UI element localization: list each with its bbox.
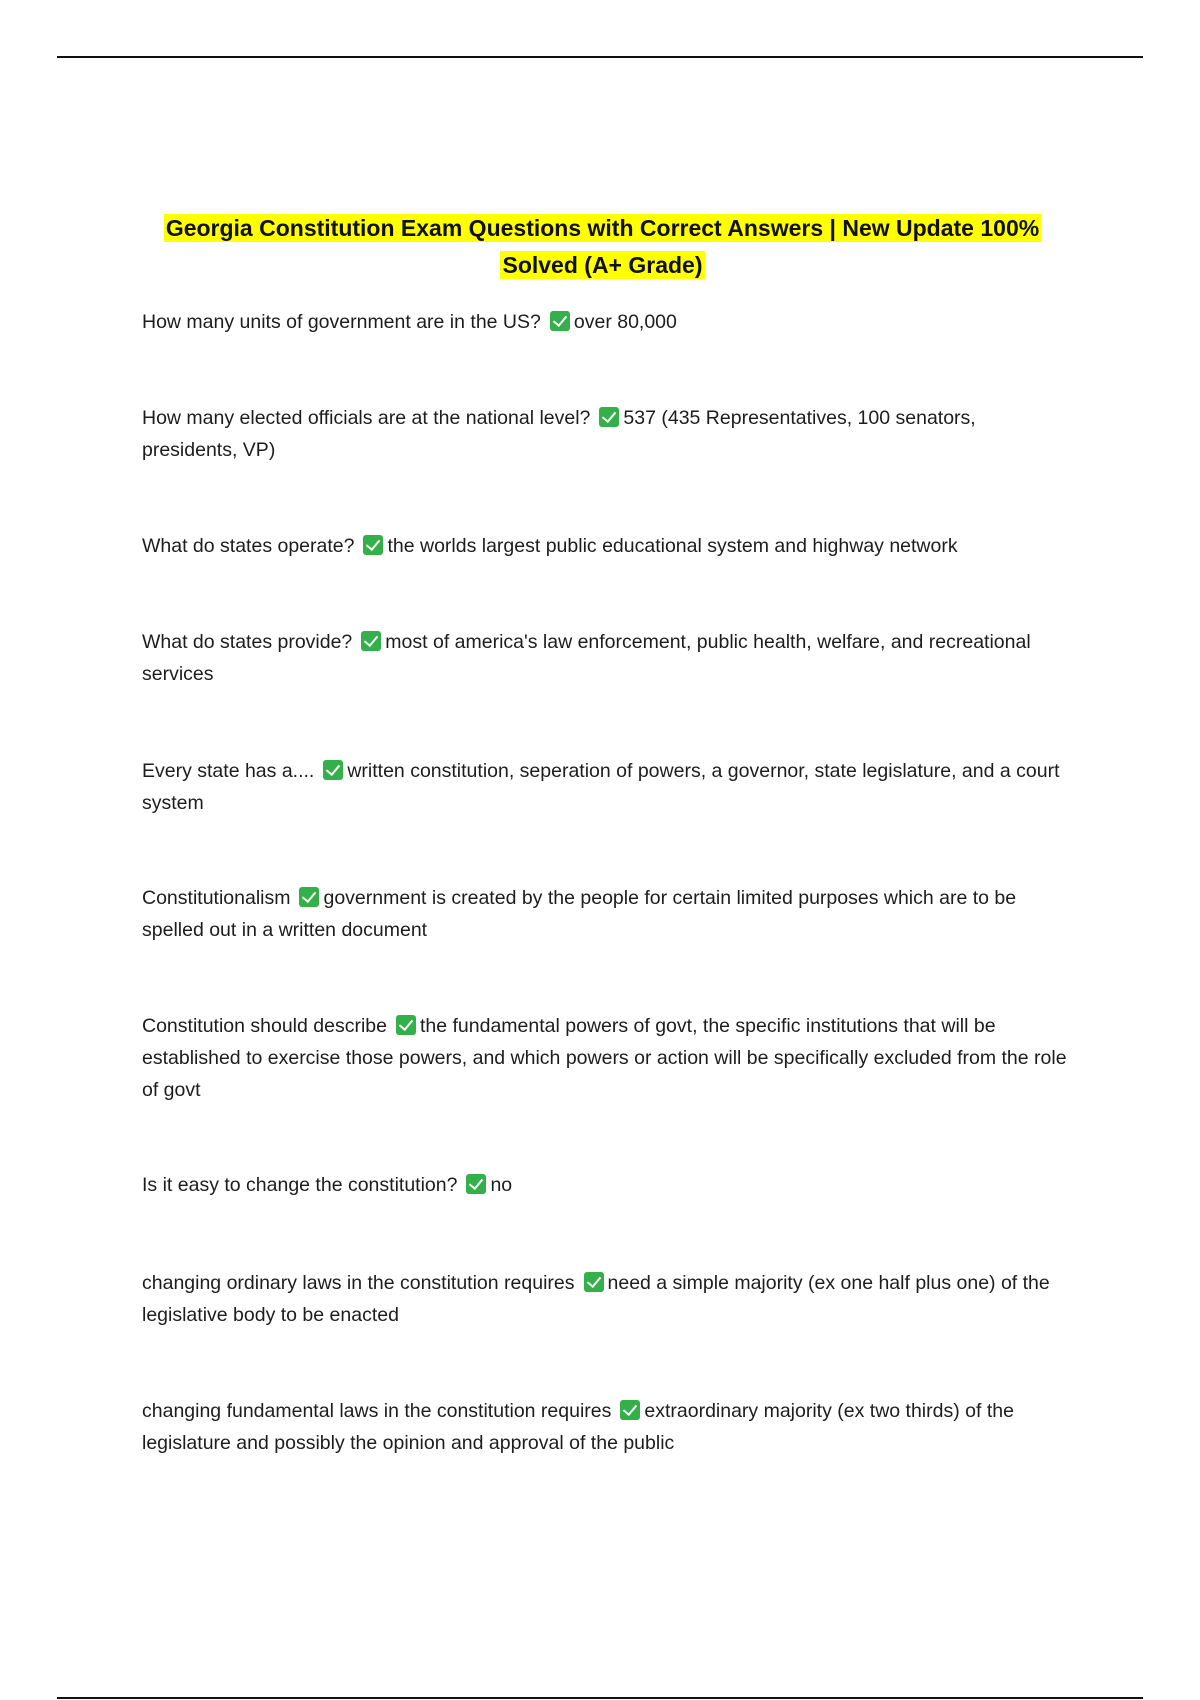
question-text: What do states provide? — [142, 631, 353, 653]
qa-item — [142, 1395, 1067, 1459]
question-text: Every state has a.... — [142, 760, 315, 782]
answer-text: the worlds largest public educational system and highway network — [387, 535, 958, 557]
answer-text: 537 (435 Representatives, 100 senators, presidents, VP) — [142, 407, 976, 461]
question-text: Constitutionalism — [142, 887, 291, 909]
top-rule — [57, 56, 1143, 58]
check-mark-icon — [620, 1400, 640, 1420]
qa-item — [142, 530, 1067, 562]
answer-text: written constitution, seperation of powers, a governor, state legislature, and a court system — [142, 760, 1060, 814]
check-mark-icon — [396, 1015, 416, 1035]
title-line-2: Solved (A+ Grade) — [502, 252, 703, 278]
check-mark-icon — [361, 631, 381, 651]
qa-item — [142, 755, 1067, 819]
question-text: What do states operate? — [142, 535, 355, 557]
qa-item — [142, 402, 1067, 466]
qa-item — [142, 626, 1067, 690]
bottom-rule — [57, 1697, 1143, 1699]
question-text: How many elected officials are at the national level? — [142, 407, 591, 429]
check-mark-icon — [599, 407, 619, 427]
answer-text: over 80,000 — [573, 311, 677, 333]
title-line-1: Georgia Constitution Exam Questions with Correct Answers | New Update 100% — [165, 215, 1040, 241]
question-text: changing fundamental laws in the constitution requires — [142, 1400, 612, 1422]
question-text: How many units of government are in the US? — [142, 311, 541, 333]
question-text: Constitution should describe — [142, 1015, 387, 1037]
answer-text: government is created by the people for certain limited purposes which are to be spelled out in a written document — [142, 887, 1017, 941]
question-text: Is it easy to change the constitution? — [142, 1174, 458, 1196]
check-mark-icon — [466, 1174, 486, 1194]
check-mark-icon — [584, 1272, 604, 1292]
check-mark-icon — [323, 760, 343, 780]
qa-item — [142, 1169, 1067, 1201]
check-mark-icon — [363, 535, 383, 555]
answer-text: no — [490, 1174, 513, 1196]
answer-text: extraordinary majority (ex two thirds) of the legislature and possibly the opinion and approval of the public — [142, 1400, 1014, 1454]
qa-item — [142, 1010, 1067, 1106]
check-mark-icon — [299, 887, 319, 907]
qa-item — [142, 1267, 1067, 1331]
question-text: changing ordinary laws in the constitution requires — [142, 1272, 575, 1294]
check-mark-icon — [550, 311, 570, 331]
qa-item — [142, 306, 1067, 338]
answer-text: need a simple majority (ex one half plus one) of the legislative body to be enacted — [142, 1272, 1050, 1326]
answer-text: the fundamental powers of govt, the specific institutions that will be established to exercise those powers, and which powers or action will be specifically excluded from the role of govt — [142, 1015, 1067, 1101]
qa-item — [142, 882, 1067, 946]
answer-text: most of america's law enforcement, public health, welfare, and recreational services — [142, 631, 1031, 685]
document-title — [130, 210, 1075, 284]
